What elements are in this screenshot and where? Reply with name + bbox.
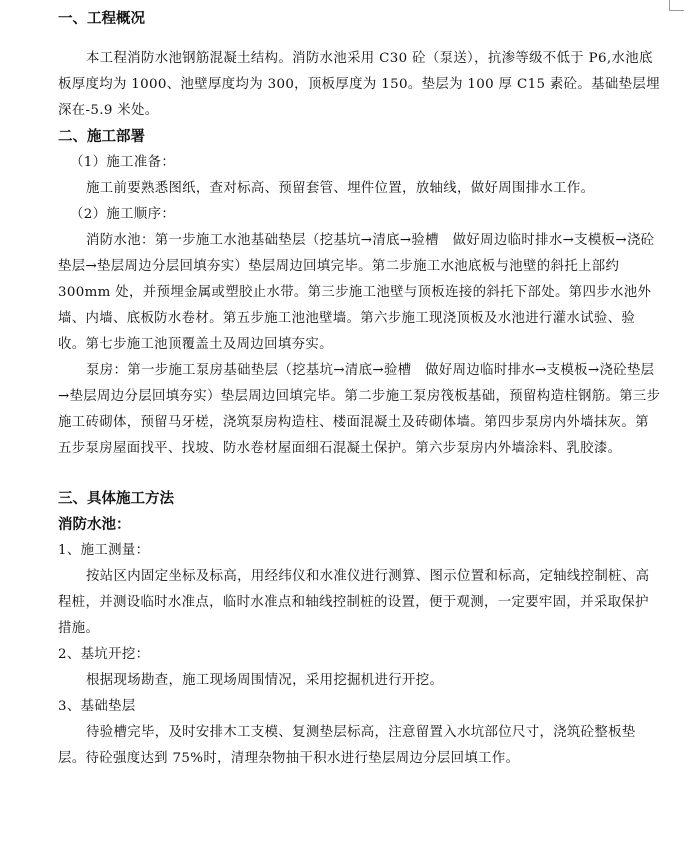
sequence-label: （2）施工顺序： [70, 207, 176, 222]
prep-paragraph: 施工前要熟悉图纸，查对标高、预留套管、埋件位置，放轴线，做好周围排水工作。 [86, 181, 595, 196]
survey-paragraph: 按站区内固定坐标及标高，用经纬仪和水准仪进行测算、图示位置和标高，定轴线控制桩、高程桩，并测设临时水准点，临时水准点和轴线控制桩的设置，便于观测，一定要牢固，并采取保护措施。 [58, 569, 650, 636]
excavation-label: 2、基坑开挖： [58, 647, 150, 662]
pool-sequence-paragraph: 消防水池：第一步施工水池基础垫层（挖基坑→清底→验槽 做好周边临时排水→支模板→浇砼垫层→垫层周边分层回填夯实）垫层周边回填完毕。第二步施工水池底板与池壁的斜托上部约 300mm 处，并预埋金属或塑胶止水带。第三步施工池壁与顶板连接的斜托下部处。第四步水池外墙、内墙、底板防水卷材。第五步施工池池壁墙。第六步施工现浇顶板及水池进行灌水试验、验收。第七步施工池顶覆盖土及周边回填夯实。 [58, 233, 655, 352]
overview-paragraph: 本工程消防水池钢筋混凝土结构。消防水池采用 C30 砼（泵送），抗渗等级不低于 P6,水池底板厚度均为 1000、池壁厚度均为 300，顶板厚度为 150。垫层为 100 厚 C15 素砼。基础垫层埋深在-5.9 米处。 [58, 51, 660, 118]
survey-label: 1、施工测量： [58, 543, 150, 558]
sub-heading-fire-pool: 消防水池： [58, 517, 131, 533]
excavation-paragraph: 根据现场勘查，施工现场周围情况，采用挖掘机进行开挖。 [86, 673, 444, 688]
section-heading-deployment: 二、施工部署 [58, 129, 145, 145]
page-corner-mark [669, 0, 684, 11]
section-heading-methods: 三、具体施工方法 [58, 491, 174, 507]
cushion-label: 3、基础垫层 [58, 699, 136, 714]
cushion-paragraph: 待验槽完毕，及时安排木工支模、复测垫层标高，注意留置入水坑部位尺寸，浇筑砼整板垫层。待砼强度达到 75%时，清理杂物抽干积水进行垫层周边分层回填工作。 [58, 725, 636, 766]
pump-room-sequence-paragraph: 泵房：第一步施工泵房基础垫层（挖基坑→清底→验槽 做好周边临时排水→支模板→浇砼垫层→垫层周边分层回填夯实）垫层周边回填完毕。第二步施工泵房筏板基础，预留构造柱钢筋。第三步施工砖砌体，预留马牙槎，浇筑泵房构造柱、楼面混凝土及砖砌体墙。第四步泵房内外墙抹灰。第五步泵房屋面找平、找坡、防水卷材屋面细石混凝土保护。第六步泵房内外墙涂料、乳胶漆。 [58, 363, 661, 456]
section-heading-overview: 一、工程概况 [58, 11, 145, 27]
document-page [58, 6, 662, 772]
prep-label: （1）施工准备： [70, 155, 176, 170]
